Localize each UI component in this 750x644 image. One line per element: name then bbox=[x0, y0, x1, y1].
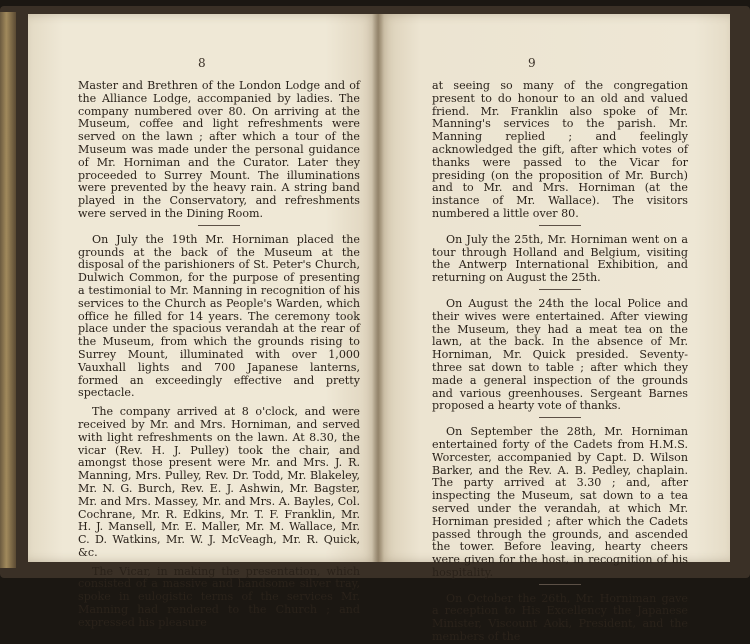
right-page-text bbox=[432, 80, 688, 644]
page-number-left: 8 bbox=[198, 56, 206, 70]
paragraph: On August the 24th the local Police and their wives were entertained. After viewing the Museum, they had a meat tea on the lawn, at the back. In the absence of Mr. Horniman, Mr. Quick presided. Seventy-three sat down to table ; after which they made a general inspection of the grounds and various greenhouses. Sergeant Barnes proposed a hearty vote of thanks. bbox=[432, 296, 688, 413]
paragraph: On July the 25th, Mr. Horniman went on a tour through Holland and Belgium, visiting the Antwerp International Exhibition, and returning on August the 25th. bbox=[432, 232, 688, 285]
section-divider bbox=[539, 289, 581, 290]
paragraph: at seeing so many of the congregation present to do honour to an old and valued friend. Mr. Franklin also spoke of Mr. Manning's services to the parish. Mr. Manning replied ; and feelingly acknowledged the gift, after which votes of thanks were passed to the Vicar for presiding (on the proposition of Mr. Burch) and to Mr. and Mrs. Horniman (at the instance of Mr. Wallace). The visitors numbered a little over 80. bbox=[432, 79, 688, 220]
paragraph: On October the 26th, Mr. Horniman gave a reception to His Excellency the Japanese Minister, Viscount Aoki, President, and the members of the bbox=[432, 591, 688, 644]
left-page-text bbox=[78, 80, 360, 630]
paragraph: On July the 19th Mr. Horniman placed the grounds at the back of the Museum at the disposal of the parishioners of St. Peter's Church, Dulwich Common, for the purpose of presenting a testimonial to Mr. Manning in recognition of his services to the Church as People's Warden, which office he filled for 14 years. The ceremony took place under the spacious verandah at the rear of the Museum, from which the grounds rising to Surrey Mount, illuminated with over 1,000 Vauxhall lights and 700 Japanese lanterns, formed an exceedingly effective and pretty spectacle. bbox=[78, 232, 360, 400]
book-gutter bbox=[372, 14, 384, 562]
paragraph: The company arrived at 8 o'clock, and were received by Mr. and Mrs. Horniman, and served with light refreshments on the lawn. At 8.30, the vicar (Rev. H. J. Pulley) took the chair, and amongst those present were Mr. and Mrs. J. R. Manning, Mrs. Pulley, Rev. Dr. Todd, Mr. Blakeley, Mr. N. G. Burch, Rev. E. J. Ashwin, Mr. Bagster, Mr. and Mrs. Massey, Mr. and Mrs. A. Bayles, Col. Cochrane, Mr. R. Edkins, Mr. T. F. Franklin, Mr. H. J. Mansell, Mr. E. Maller, Mr. M. Wallace, Mr. C. D. Watkins, Mr. W. J. McVeagh, Mr. R. Quick, &c. bbox=[78, 405, 360, 559]
section-divider bbox=[539, 584, 581, 585]
paragraph: Master and Brethren of the London Lodge and of the Alliance Lodge, accompanied by ladies. The company numbered over 80. On arriving at the Museum, coffee and light refreshments were served on the lawn ; after which a tour of the Museum was made under the personal guidance of Mr. Horniman and the Curator. Later they proceeded to Surrey Mount. The illuminations were prevented by the heavy rain. A string band played in the Conservatory, and refreshments were served in the Dining Room. bbox=[78, 79, 360, 220]
section-divider bbox=[539, 417, 581, 418]
left-page bbox=[28, 14, 378, 629]
book-edge bbox=[0, 12, 16, 568]
paragraph: The Vicar, in making the presentation, which consisted of a massive and handsome silver tray, spoke in eulogistic terms of the services Mr. Manning had rendered to the Church ; and expressed his pleasure bbox=[78, 564, 360, 629]
right-page bbox=[378, 14, 730, 644]
page-number-right: 9 bbox=[528, 56, 536, 70]
paragraph: On September the 28th, Mr. Horniman entertained forty of the Cadets from H.M.S. Worcester, accompanied by Capt. D. Wilson Barker, and the Rev. A. B. Pedley, chaplain. The party arrived at 3.30 ; and, after inspecting the Museum, sat down to a tea served under the verandah, at which Mr. Horniman presided ; after which the Cadets passed through the grounds, and ascended the tower. Before leaving, hearty cheers were given for the host, in recognition of his hospitality. bbox=[432, 425, 688, 579]
section-divider bbox=[539, 225, 581, 226]
section-divider bbox=[198, 225, 240, 226]
